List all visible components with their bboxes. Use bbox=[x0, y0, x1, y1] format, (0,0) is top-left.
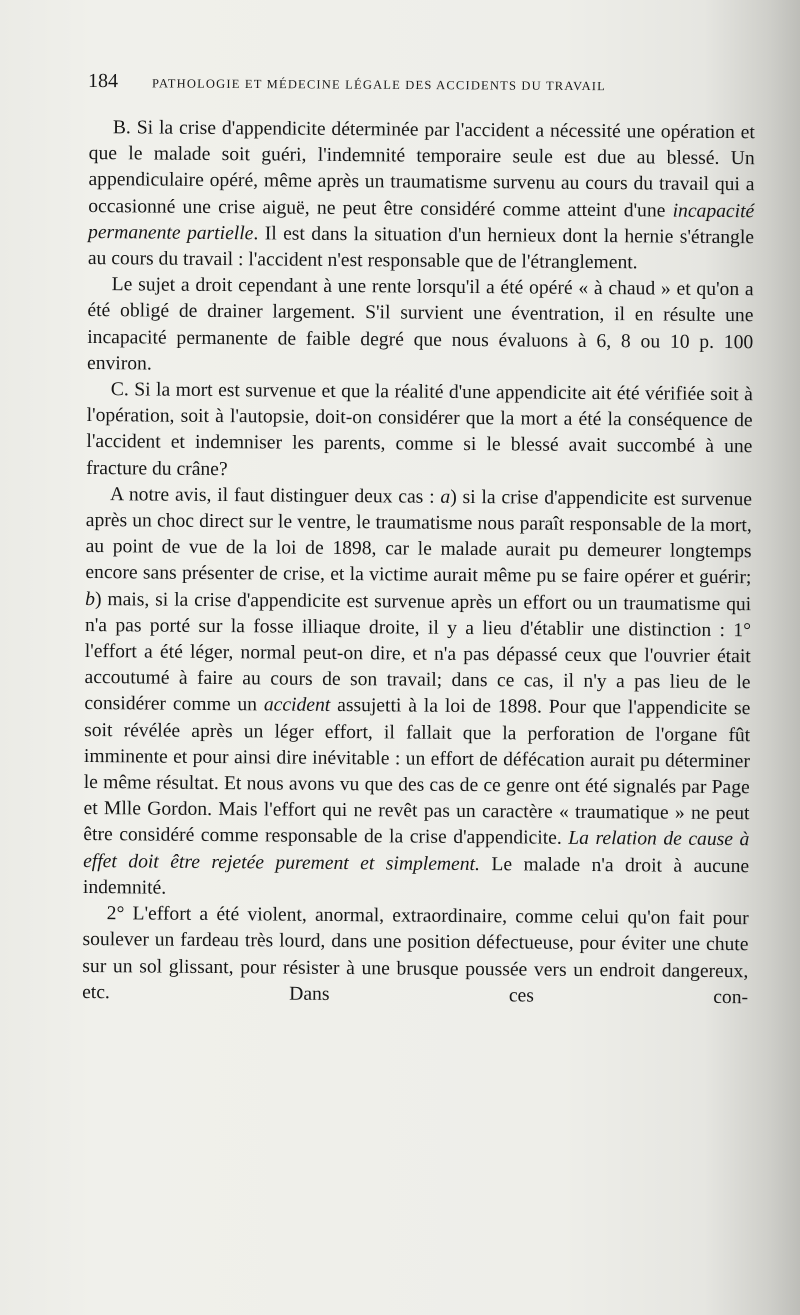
page-header bbox=[88, 70, 768, 97]
text-run: ) mais, si la crise d'appendicite est survenue après un effort ou un traumatisme qui n'a pas porté sur la fosse illiaque droite, il y a lieu d'établir une distinction : 1° l'effort a été léger, normal peut-on dire, et n'a pas dépassé ceux que l'ouvrier était accoutumé à faire au cours de son travail; dans ce cas, il n'y a pas lieu de le considérer comme un bbox=[84, 588, 752, 716]
italic-text: accident bbox=[263, 694, 331, 717]
running-head: PATHOLOGIE ET MÉDECINE LÉGALE DES ACCIDENTS DU TRAVAIL bbox=[151, 76, 607, 94]
paragraph bbox=[86, 377, 753, 487]
paragraph bbox=[82, 901, 749, 1011]
page-number: 184 bbox=[87, 70, 119, 93]
paragraph bbox=[88, 115, 755, 277]
paragraph bbox=[87, 272, 754, 382]
italic-text: a bbox=[440, 486, 451, 508]
text-run: ) si la crise d'appendicite est survenue après un choc direct sur le ventre, le traumatisme nous paraît responsable de la mort, au point de vue de la loi de 1898, car le malade aurait pu demeurer longtemps encore sans présenter de crise, et la victime aurait même pu se faire opérer et guérir; bbox=[85, 486, 753, 589]
italic-text: b bbox=[85, 588, 96, 610]
paragraph bbox=[83, 482, 752, 906]
text-run: B. Si la crise d'appendicite déterminée par l'accident a nécessité une opération et que le malade soit guéri, l'indemnité temporaire seule est due au blessé. Un appendiculaire opéré, même après un traumatisme survenu au cours du travail qui a occasionné une crise aiguë, ne peut être considéré comme atteint d'une bbox=[88, 117, 755, 222]
italic-text: incapacité permanente partielle bbox=[87, 200, 755, 245]
text-run: . Il est dans la situation d'un hernieux dont la hernie s'étrangle au cours du travail : l'accident n'est responsable que de l'étranglement. bbox=[87, 223, 755, 274]
text-run: 2° L'effort a été violent, anormal, extraordinaire, comme celui qu'on fait pour soulever un fardeau très lourd, dans une position défectueuse, pour éviter une chute sur un sol glissant, pour résister à une brusque poussée vers un endroit dangereux, etc. Dans ces con- bbox=[82, 903, 749, 1008]
text-run: C. Si la mort est survenue et que la réalité d'une appendicite ait été vérifiée soit à l'opération, soit à l'autopsie, doit-on considérer que la mort a été la conséquence de l'accident et indemniser les parents, comme si le blessé avait succombé à une fracture du crâne? bbox=[86, 379, 753, 480]
text-run: assujetti à la loi de 1898. Pour que l'appendicite se soit révélée après un léger effort, il fallait que la perforation de l'organe fût imminente et pour ainsi dire inévitable : un effort de défécation aurait pu déterminer le même résultat. Et nous avons vu que des cas de ce genre ont été signalés par Page et Mlle Gordon. Mais l'effort qui ne revêt pas un caractère « traumatique » ne peut être considéré comme responsable de la crise d'appendicite. bbox=[83, 695, 751, 850]
body-text bbox=[82, 115, 755, 1011]
italic-text: La relation de cause à effet doit être rejetée purement et simplement. bbox=[83, 828, 750, 875]
text-run: Le malade n'a droit à aucune indemnité. bbox=[82, 853, 750, 899]
text-run: A notre avis, il faut distinguer deux cas : bbox=[109, 484, 441, 508]
text-run: Le sujet a droit cependant à une rente lorsqu'il a été opéré « à chaud » et qu'on a été obligé de drainer largement. S'il survient une éventration, il en résulte une incapacité permanente de faible degré que nous évaluons à 6, 8 ou 10 p. 100 environ. bbox=[86, 274, 754, 375]
